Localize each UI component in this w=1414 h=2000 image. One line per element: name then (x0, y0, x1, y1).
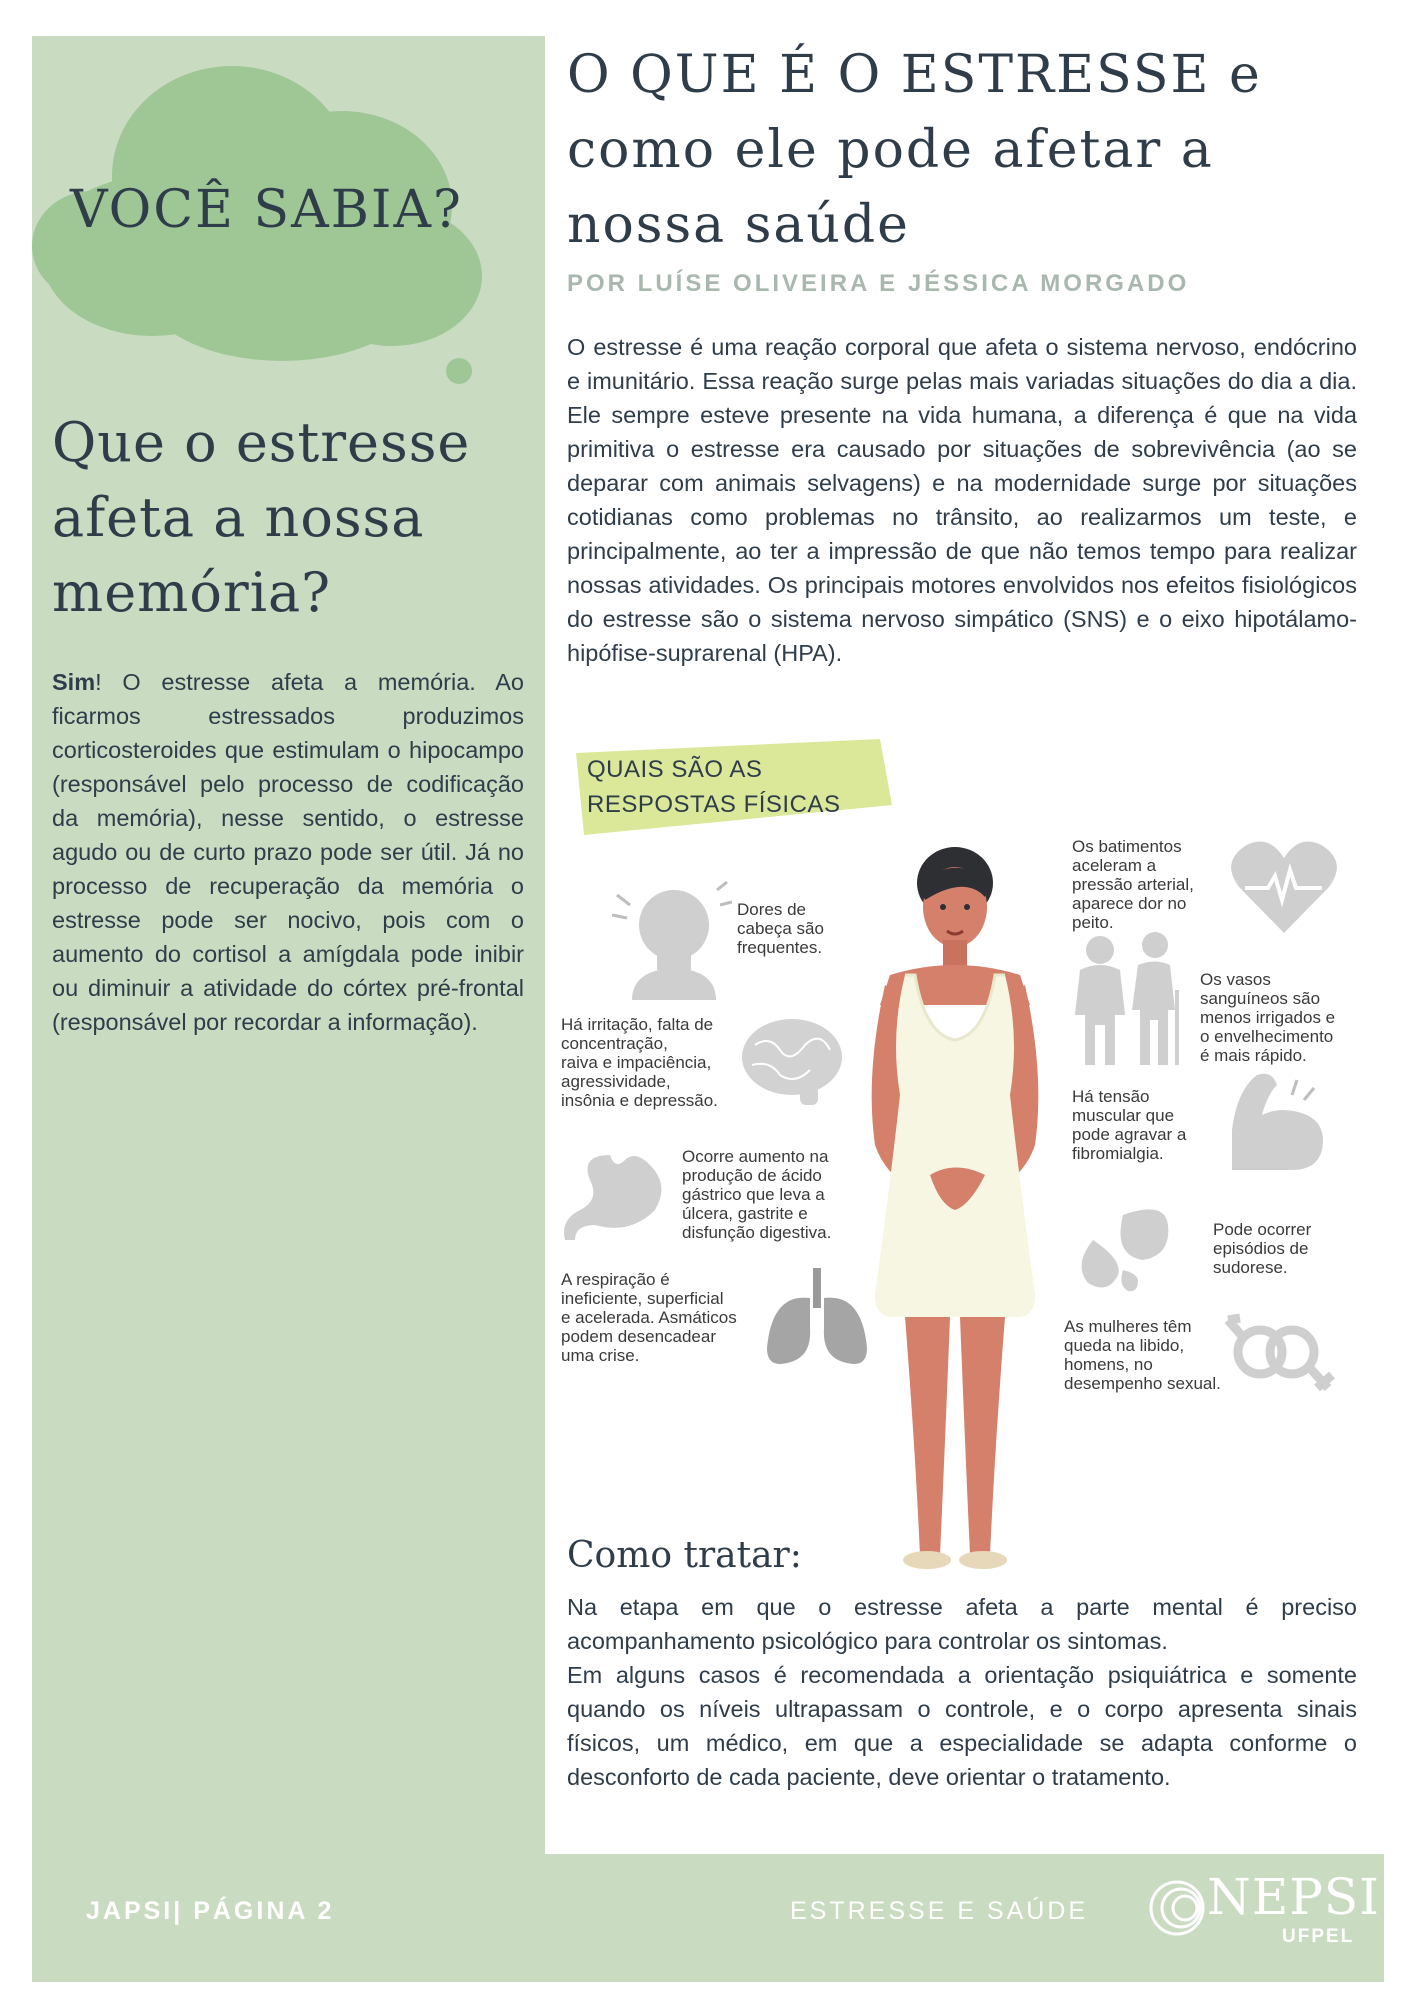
flexed-arm-icon (1222, 1070, 1332, 1175)
annotation-line: As mulheres têm (1064, 1317, 1192, 1336)
infographic-title-line: RESPOSTAS FÍSICAS (587, 791, 841, 818)
sidebar-text-body: ! O estresse afeta a memória. Ao ficarmos estressados produzimos corticosteroides que estimulam o hipocampo (responsável pelo processo de codificação da memória), nesse sentido, o estresse agudo ou de curto prazo pode ser útil. Já no processo de recuperação da memória o estresse pode ser nocivo, pois com o aumento do cortisol a amígdala pode inibir ou diminuir a atividade do córtex pré-frontal (responsável por recordar a informação). (52, 669, 524, 1035)
annotation-line: frequentes. (737, 938, 823, 957)
annotation-line: desempenho sexual. (1064, 1374, 1221, 1393)
heart-icon (1230, 838, 1338, 936)
annotation-line: concentração, (561, 1034, 668, 1053)
annotation-sweat (1213, 1220, 1311, 1277)
treatment-title: Como tratar: (567, 1535, 802, 1576)
sweat-drops-icon (1073, 1195, 1173, 1295)
article-title-line: O QUE É O ESTRESSE e (567, 45, 1262, 105)
logo-subtitle: UFPEL (1282, 1926, 1355, 1947)
annotation-line: Os vasos (1200, 970, 1271, 989)
annotation-irritation (561, 1015, 718, 1110)
sidebar-text-strong: Sim (52, 669, 96, 695)
annotation-line: ineficiente, superficial (561, 1289, 724, 1308)
article-title-line: como ele pode afetar a (567, 120, 1214, 180)
article-title (567, 38, 1387, 263)
annotation-line: fibromialgia. (1072, 1144, 1164, 1163)
woman-figure (845, 845, 1065, 1575)
annotation-line: podem desencadear (561, 1327, 717, 1346)
annotation-line: peito. (1072, 913, 1114, 932)
cloud-title: VOCÊ SABIA? (70, 180, 463, 240)
annotation-line: sanguíneos são (1200, 989, 1321, 1008)
annotation-line: produção de ácido (682, 1166, 822, 1185)
annotation-line: aceleram a (1072, 856, 1157, 875)
annotation-line: cabeça são (737, 919, 824, 938)
annotation-headache (737, 900, 824, 957)
annotation-heart (1072, 837, 1194, 932)
annotation-muscle (1072, 1087, 1186, 1163)
annotation-line: homens, no (1064, 1355, 1153, 1374)
annotation-line: pode agravar a (1072, 1125, 1187, 1144)
treatment-paragraph: Na etapa em que o estresse afeta a parte mental é preciso acompanhamento psicológico para controlar os sintomas. (567, 1594, 1357, 1654)
infographic-title (587, 752, 840, 822)
annotation-line: Ocorre aumento na (682, 1147, 829, 1166)
annotation-line: episódios de (1213, 1239, 1309, 1258)
stomach-icon (560, 1150, 670, 1245)
sidebar-text (52, 665, 524, 1039)
annotation-line: Há tensão (1072, 1087, 1150, 1106)
annotation-line: gástrico que leva a (682, 1185, 825, 1204)
annotation-line: menos irrigados e (1200, 1008, 1336, 1027)
lungs-icon (762, 1268, 872, 1373)
annotation-line: Pode ocorrer (1213, 1220, 1312, 1239)
annotation-line: muscular que (1072, 1106, 1175, 1125)
brain-icon (740, 1015, 845, 1110)
annotation-line: o envelhecimento (1200, 1027, 1334, 1046)
annotation-breathing (561, 1270, 737, 1365)
footer-page-label: JAPSI| PÁGINA 2 (86, 1897, 335, 1925)
annotation-gastric (682, 1147, 831, 1242)
elderly-couple-icon (1070, 930, 1185, 1065)
annotation-line: aparece dor no (1072, 894, 1187, 913)
nepsi-logo-icon (1145, 1878, 1215, 1948)
annotation-line: pressão arterial, (1072, 875, 1194, 894)
article-authors: POR LUÍSE OLIVEIRA E JÉSSICA MORGADO (567, 270, 1190, 297)
annotation-line: sudorese. (1213, 1258, 1288, 1277)
annotation-line: A respiração é (561, 1270, 670, 1289)
annotation-line: é mais rápido. (1200, 1046, 1307, 1065)
treatment-paragraph: Em alguns casos é recomendada a orientação psiquiátrica e somente quando os níveis ultrapassam o controle, e o corpo apresenta sinais físicos, um médico, em que a especialidade se adapta conforme o desconforto de cada paciente, deve orientar o tratamento. (567, 1662, 1357, 1790)
annotation-line: Há irritação, falta de (561, 1015, 714, 1034)
annotation-line: insônia e depressão. (561, 1091, 718, 1110)
sidebar-heading: Que o estresse afeta a nossa memória? (52, 411, 471, 624)
article-title-line: nossa saúde (567, 195, 910, 255)
infographic-title-line: QUAIS SÃO AS (587, 756, 763, 783)
annotation-line: uma crise. (561, 1346, 640, 1365)
treatment-text (567, 1590, 1357, 1794)
logo-name: NEPSI (1207, 1868, 1380, 1926)
annotation-line: Os batimentos (1072, 837, 1182, 856)
annotation-line: raiva e impaciência, (561, 1053, 712, 1072)
annotation-line: agressividade, (561, 1072, 671, 1091)
headache-head-icon (612, 880, 732, 1000)
footer-section-label: ESTRESSE E SAÚDE (790, 1897, 1089, 1925)
annotation-line: queda na libido, (1064, 1336, 1185, 1355)
annotation-vessels (1200, 970, 1335, 1065)
annotation-line: disfunção digestiva. (682, 1223, 832, 1242)
article-intro: O estresse é uma reação corporal que afeta o sistema nervoso, endócrino e imunitário. Essa reação surge pelas mais variadas situações do dia a dia. Ele sempre esteve presente na vida humana, a diferença é que na vida primitiva o estresse era causado por situações de sobrevivência (ao se deparar com animais selvagens) e na modernidade surge por situações cotidianas como problemas no trânsito, ao realizarmos um teste, e principalmente, ao ter a impressão de que não temos tempo para realizar nossas atividades. Os principais motores envolvidos nos efeitos fisiológicos do estresse são o sistema nervoso simpático (SNS) e o eixo hipotálamo-hipófise-suprarenal (HPA). (567, 334, 1357, 666)
annotation-libido (1064, 1317, 1221, 1393)
gender-symbols-icon (1220, 1310, 1335, 1395)
annotation-line: úlcera, gastrite e (682, 1204, 808, 1223)
annotation-line: Dores de (737, 900, 806, 919)
annotation-line: e acelerada. Asmáticos (561, 1308, 737, 1327)
